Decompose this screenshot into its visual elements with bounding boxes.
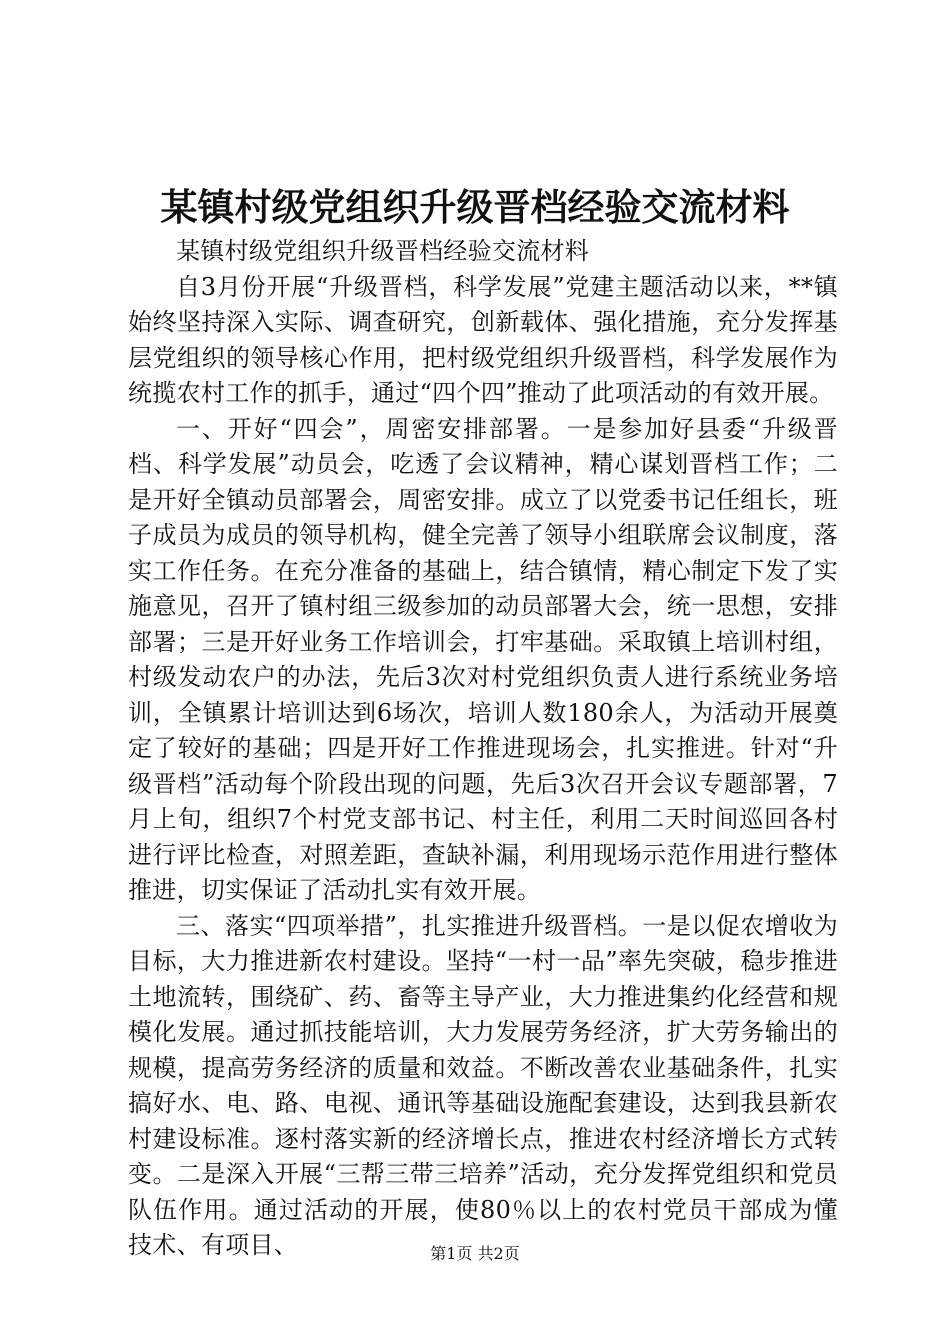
subtitle-paragraph: 某镇村级党组织升级晋档经验交流材料: [176, 237, 590, 265]
section-one-paragraph: 一、开好“四会”，周密安排部署。一是参加好县委“升级晋档、科学发展”动员会，吃透了会议精神，精心谋划晋档工作；二是开好全镇动员部署会，周密安排。成立了以党委书记任组长，班子成员为成员的领导机构，健全完善了领导小组联席会议制度，落实工作任务。在充分准备的基础上，结合镇情，精心制定下发了实施意见，召开了镇村组三级参加的动员部署大会，统一思想，安排部署；三是开好业务工作培训会，打牢基础。采取镇上培训村组，村级发动农户的办法，先后3次对村党组织负责人进行系统业务培训，全镇累计培训达到6场次，培训人数180余人，为活动开展奠定了较好的基础；四是开好工作推进现场会，扎实推进。针对“升级晋档”活动每个阶段出现的问题，先后3次召开会议专题部署，7月上旬，组织7个村党支部书记、村主任，利用二天时间巡回各村进行评比检查，对照差距，查缺补漏，利用现场示范作用进行整体推进，切实保证了活动扎实有效开展。: [128, 414, 838, 904]
page-number-footer: 第1页 共2页: [430, 1244, 520, 1263]
intro-paragraph: 自3月份开展“升级晋档，科学发展”党建主题活动以来，**镇始终坚持深入实际、调查研究，创新载体、强化措施，充分发挥基层党组织的领导核心作用，把村级党组织升级晋档，科学发展作为统揽农村工作的抓手，通过“四个四”推动了此项活动的有效开展。: [128, 272, 838, 407]
document-title: 某镇村级党组织升级晋档经验交流材料: [160, 185, 790, 229]
document-body: [128, 234, 838, 1264]
section-three-paragraph: 三、落实“四项举措”，扎实推进升级晋档。一是以促农增收为目标，大力推进新农村建设。坚持“一村一品”率先突破，稳步推进土地流转，围绕矿、药、畜等主导产业，大力推进集约化经营和规模化发展。通过抓技能培训，大力发展劳务经济，扩大劳务输出的规模，提高劳务经济的质量和效益。不断改善农业基础条件，扎实搞好水、电、路、电视、通讯等基础设施配套建设，达到我县新农村建设标准。逐村落实新的经济增长点，推进农村经济增长方式转变。二是深入开展“三帮三带三培养”活动，充分发挥党组织和党员队伍作用。通过活动的开展，使80％以上的农村党员干部成为懂技术、有项目、: [128, 911, 838, 1259]
